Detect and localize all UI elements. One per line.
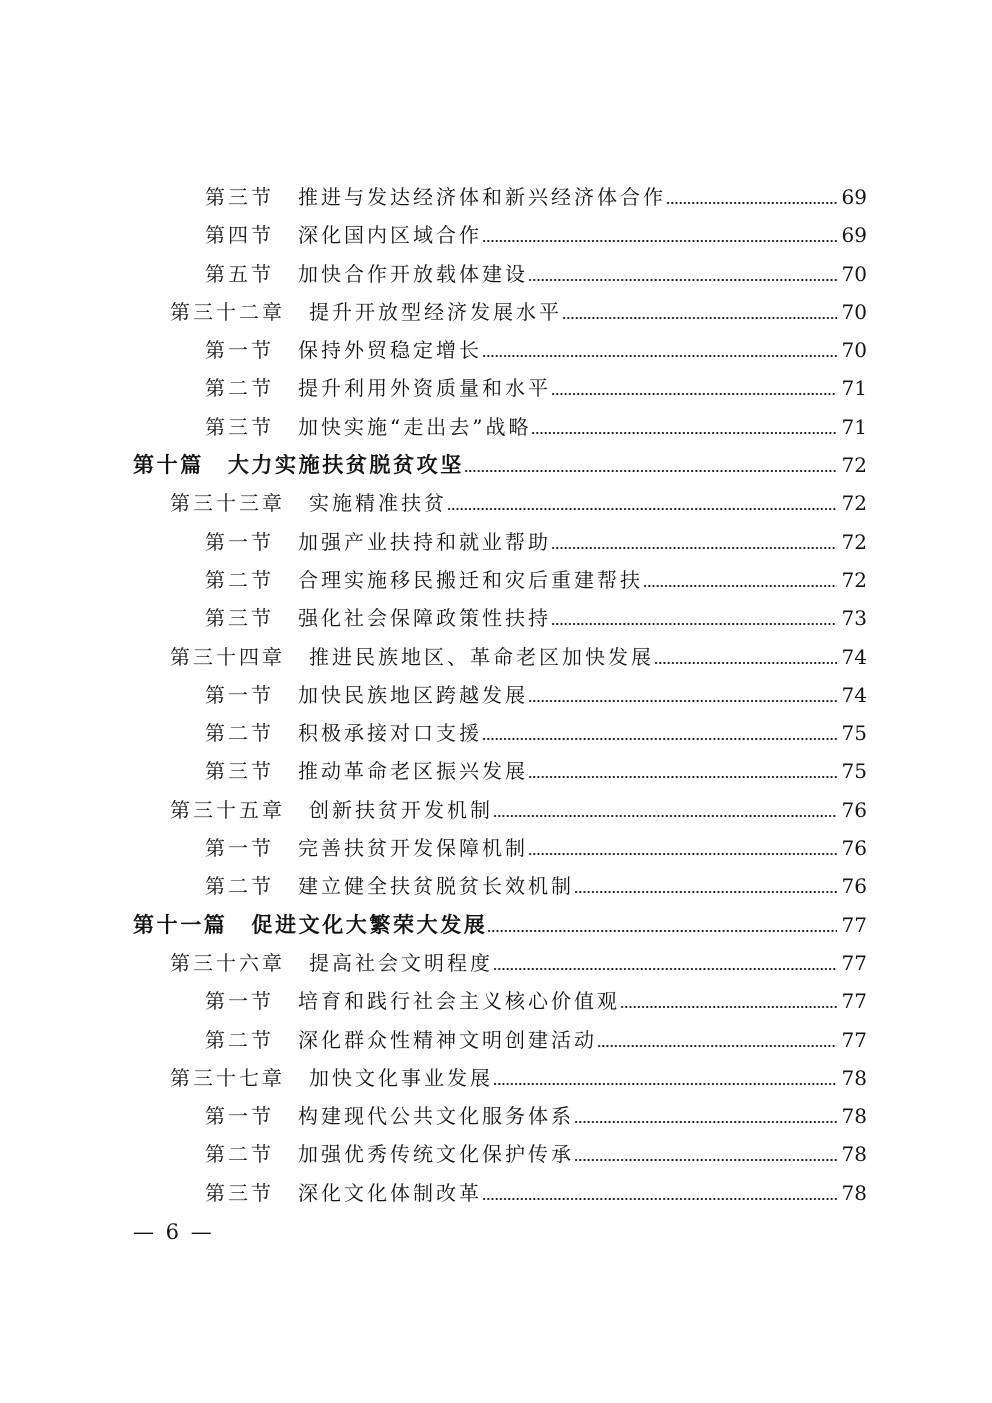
toc-chapter-entry (133, 293, 867, 331)
dot-leader (654, 661, 837, 665)
page-number: 76 (841, 797, 867, 822)
page-number: 72 (841, 453, 867, 478)
toc-section-entry (133, 523, 867, 561)
entry-label: 第二节 (205, 721, 274, 746)
toc-section-entry (133, 561, 867, 599)
toc-section-entry (133, 1021, 867, 1059)
entry-title: 培育和践行社会主义核心价值观 (298, 989, 620, 1014)
dot-leader (528, 699, 837, 703)
toc-chapter-entry (133, 1059, 867, 1097)
page-number: 69 (841, 185, 867, 209)
toc-part-entry (133, 906, 867, 944)
entry-title: 深化群众性精神文明创建活动 (298, 1027, 597, 1052)
page-number: 70 (841, 299, 867, 324)
dot-leader (666, 201, 837, 205)
dot-leader (464, 469, 837, 473)
page-number: 78 (841, 1142, 867, 1167)
toc-chapter-entry (133, 484, 867, 522)
page-number: 77 (841, 912, 867, 937)
dot-leader (528, 775, 837, 779)
page-number: 78 (841, 1104, 867, 1129)
page-number: 75 (841, 721, 867, 746)
entry-title: 合理实施移民搬迁和灾后重建帮扶 (298, 567, 643, 592)
entry-label: 第十一篇 (133, 911, 228, 937)
entry-label: 第一节 (205, 682, 274, 707)
table-of-contents (133, 178, 867, 1212)
entry-title: 加快民族地区跨越发展 (298, 682, 528, 707)
entry-title: 创新扶贫开发机制 (309, 797, 493, 822)
entry-label: 第三节 (205, 414, 274, 439)
page-number: 77 (841, 950, 867, 975)
dot-leader (551, 622, 837, 626)
entry-label: 第二节 (205, 1027, 274, 1052)
dot-leader (487, 929, 836, 933)
entry-title: 强化社会保障政策性扶持 (298, 606, 551, 631)
toc-section-entry (133, 369, 867, 407)
dot-leader (493, 1082, 837, 1086)
entry-title: 建立健全扶贫脱贫长效机制 (298, 874, 574, 899)
entry-label: 第三节 (205, 759, 274, 784)
toc-section-entry (133, 599, 867, 637)
dot-leader (493, 967, 837, 971)
toc-chapter-entry (133, 638, 867, 676)
entry-label: 第三十三章 (170, 491, 285, 516)
page-number: 77 (841, 1027, 867, 1052)
entry-label: 第一节 (205, 836, 274, 861)
dot-leader (574, 1120, 837, 1124)
entry-title: 加强优秀传统文化保护传承 (298, 1142, 574, 1167)
toc-part-entry (133, 446, 867, 484)
entry-title: 推动革命老区振兴发展 (298, 759, 528, 784)
dot-leader (528, 278, 837, 282)
entry-label: 第一节 (205, 529, 274, 554)
page-number: 75 (841, 759, 867, 784)
entry-label: 第二节 (205, 376, 274, 401)
page-number: 77 (841, 989, 867, 1014)
entry-label: 第三十六章 (170, 950, 285, 975)
entry-title: 推进民族地区、革命老区加快发展 (309, 644, 654, 669)
entry-label: 第三十四章 (170, 644, 285, 669)
page-number: 69 (841, 223, 867, 248)
page-number: 72 (841, 529, 867, 554)
dot-leader (482, 737, 837, 741)
entry-label: 第十篇 (133, 452, 204, 478)
entry-title: 积极承接对口支援 (298, 721, 482, 746)
dot-leader (551, 392, 837, 396)
entry-title: 深化国内区域合作 (298, 223, 482, 248)
entry-title: 加强产业扶持和就业帮助 (298, 529, 551, 554)
entry-title: 加快合作开放载体建设 (298, 261, 528, 286)
entry-label: 第三节 (205, 185, 274, 209)
entry-title: 实施精准扶贫 (309, 491, 447, 516)
entry-label: 第一节 (205, 1104, 274, 1129)
dot-leader (597, 1044, 837, 1048)
page-number: 73 (841, 606, 867, 631)
dot-leader (493, 814, 837, 818)
toc-section-entry (133, 676, 867, 714)
dot-leader (531, 431, 836, 435)
entry-label: 第二节 (205, 874, 274, 899)
page-number: 71 (841, 376, 867, 401)
toc-section-entry (133, 216, 867, 254)
entry-title: 提升利用外资质量和水平 (298, 376, 551, 401)
entry-label: 第三节 (205, 606, 274, 631)
entry-title: 构建现代公共文化服务体系 (298, 1104, 574, 1129)
entry-title: 加快实施“走出去”战略 (298, 414, 532, 439)
entry-title: 促进文化大繁荣大发展 (251, 911, 488, 937)
entry-title: 加快文化事业发展 (309, 1065, 493, 1090)
entry-label: 第二节 (205, 567, 274, 592)
toc-section-entry (133, 408, 867, 446)
entry-label: 第三节 (205, 1180, 274, 1205)
dot-leader (482, 354, 837, 358)
dot-leader (447, 507, 837, 511)
page-number: 74 (841, 644, 867, 669)
page-number: 78 (841, 1065, 867, 1090)
page-footer-number: — 6 — (133, 1220, 212, 1244)
entry-title: 保持外贸稳定增长 (298, 338, 482, 363)
entry-label: 第三十七章 (170, 1065, 285, 1090)
dot-leader (643, 584, 837, 588)
toc-section-entry (133, 714, 867, 752)
toc-chapter-entry (133, 944, 867, 982)
entry-title: 推进与发达经济体和新兴经济体合作 (298, 185, 666, 209)
entry-label: 第四节 (205, 223, 274, 248)
page-number: 71 (841, 414, 867, 439)
entry-title: 深化文化体制改革 (298, 1180, 482, 1205)
toc-section-entry (133, 867, 867, 905)
dot-leader (620, 1005, 837, 1009)
page-number: 70 (841, 338, 867, 363)
page-number: 70 (841, 261, 867, 286)
toc-section-entry (133, 982, 867, 1020)
entry-label: 第一节 (205, 338, 274, 363)
page-number: 72 (841, 567, 867, 592)
page-number: 76 (841, 874, 867, 899)
toc-section-entry (133, 752, 867, 790)
dot-leader (562, 316, 837, 320)
dot-leader (574, 890, 837, 894)
dot-leader (528, 852, 837, 856)
dot-leader (574, 1158, 837, 1162)
entry-label: 第二节 (205, 1142, 274, 1167)
entry-label: 第一节 (205, 989, 274, 1014)
toc-section-entry (133, 1135, 867, 1173)
toc-chapter-entry (133, 791, 867, 829)
dot-leader (482, 239, 837, 243)
page-number: 72 (841, 491, 867, 516)
toc-section-entry (133, 829, 867, 867)
toc-section-entry (133, 178, 867, 216)
toc-section-entry (133, 255, 867, 293)
entry-title: 完善扶贫开发保障机制 (298, 836, 528, 861)
entry-title: 提升开放型经济发展水平 (309, 299, 562, 324)
entry-label: 第五节 (205, 261, 274, 286)
toc-section-entry (133, 1097, 867, 1135)
dot-leader (551, 546, 837, 550)
entry-title: 大力实施扶贫脱贫攻坚 (227, 452, 464, 478)
dot-leader (482, 1197, 837, 1201)
entry-label: 第三十二章 (170, 299, 285, 324)
toc-section-entry (133, 1174, 867, 1212)
toc-section-entry (133, 331, 867, 369)
page-number: 76 (841, 836, 867, 861)
entry-title: 提高社会文明程度 (309, 950, 493, 975)
page-number: 78 (841, 1180, 867, 1205)
page-number: 74 (841, 682, 867, 707)
entry-label: 第三十五章 (170, 797, 285, 822)
